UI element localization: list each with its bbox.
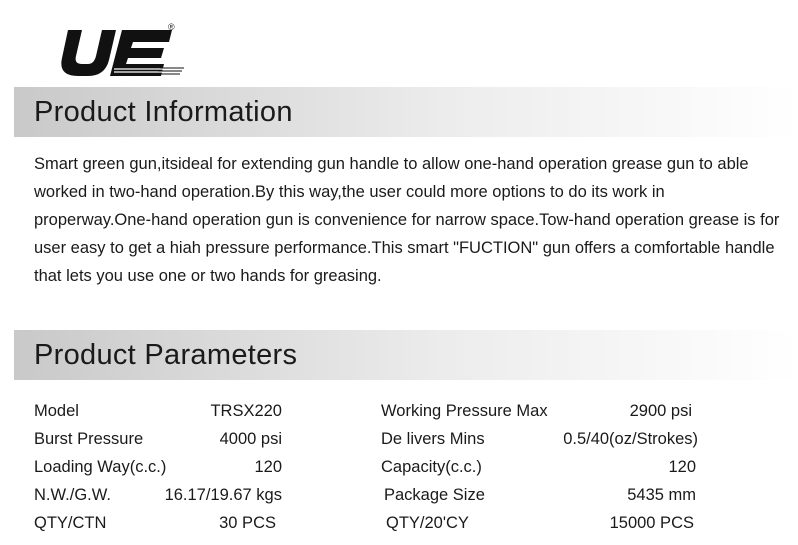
param-label: Working Pressure Max [381,402,548,420]
product-information-header [14,87,798,137]
param-value: 0.5/40(oz/Strokes) [563,430,698,448]
param-value: 120 [668,458,696,476]
param-label: Loading Way(c.c.) [34,458,167,476]
param-value: 30 PCS [219,514,276,532]
parameters-table [0,395,798,535]
product-parameters-header [14,330,798,380]
param-value: 15000 PCS [609,514,694,532]
param-label: Package Size [384,486,485,504]
product-parameters-title: Product Parameters [34,339,298,371]
param-label: Model [34,402,79,420]
param-label: QTY/20'CY [386,514,469,532]
param-value: 120 [254,458,282,476]
param-value: TRSX220 [210,402,282,420]
param-value: 16.17/19.67 kgs [164,486,282,504]
param-value: 2900 psi [629,402,692,420]
param-value: 4000 psi [219,430,282,448]
param-label: N.W./G.W. [34,486,111,504]
param-label: Burst Pressure [34,430,144,448]
param-value: 5435 mm [627,486,696,504]
param-label: De livers Mins [381,430,485,448]
product-description: Smart green gun,itsideal for extending gun handle to allow one-hand operation grease gun to able worked in two-hand operation.By this way,the user could more options to do its work in properway.One-hand operation gun is convenience for narrow space.Tow-hand operation grease is for user easy to get a hiah pressure performance.This smart "FUCTION" gun offers a comfortable handle that lets you use one or two hands for greasing. [34,155,780,285]
param-label: Capacity(c.c.) [381,458,482,476]
registered-mark: ® [168,22,175,32]
product-information-title: Product Information [34,96,293,128]
param-label: QTY/CTN [34,514,107,532]
